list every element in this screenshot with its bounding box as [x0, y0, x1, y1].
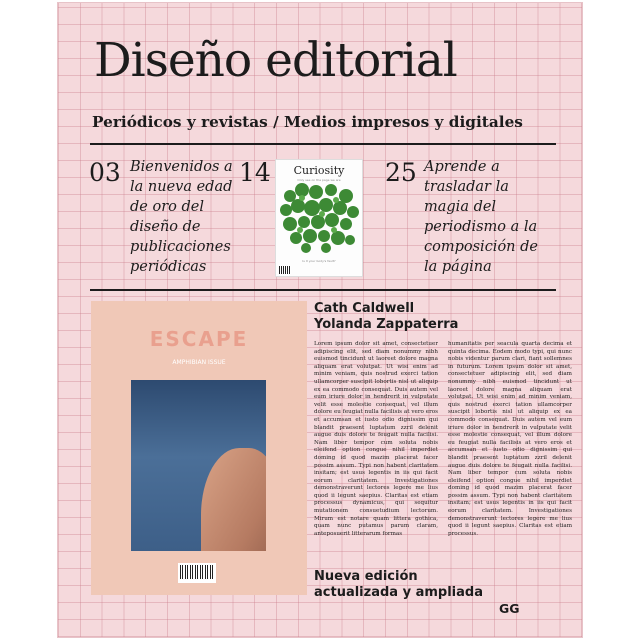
escape-subtitle: AMPHIBIAN ISSUE: [172, 359, 226, 366]
book-cover: [58, 3, 582, 637]
feature-number-1: 03: [89, 158, 121, 187]
magazine-barcode: [279, 266, 291, 274]
body-text-column: Lorem ipsum dolor sit amet, consectetuer adipiscing elit, sed diam nonummy nibh euismod tincidunt ut laoreet dolore magna aliquam erat volutpat. Ut wisi enim ad minim veniam, quis nostrud exerci tation ullamcorper suscipit lobortis nisl ut aliquip ex ea commodo consequat. Duis autem vel eum iriure dolor in hendrerit in vulputate velit esse molestie consequat, vel illum dolore eu feugiat nulla facilisis at vero eros et accumsan et iusto odio dignissim qui blandit praesent luptatum zzril delenit augue duis dolore te feugait nulla facilisi. Nam liber tempor cum soluta nobis eleifend option congue nihil imperdiet doming id quod mazim placerat facer possim assum. Typi non habent claritatem insitam; est usus legentis in iis qui facit eorum claritatem. Investigationes demonstraverunt lectores legere me lius quod ii legunt saepius. Claritas est etiam processus dynamicus, qui sequitur mutationem consuetudium lectorum. Mirum est notare quam littera gothica, quam nunc putamus parum claram, anteposuerit litterarum formas: [314, 341, 438, 537]
feature-text-1: Bienvenidos a la nueva edad de oro del diseño de publicaciones periódicas: [130, 159, 233, 275]
escape-title: ESCAPE: [149, 327, 249, 351]
top-rule: [90, 143, 556, 145]
author-name: Cath Caldwell: [314, 301, 415, 316]
middle-rule: [90, 289, 556, 291]
author-name: Yolanda Zappaterra: [314, 317, 459, 332]
feature-number-3: 25: [385, 158, 417, 187]
cover-title: Diseño editorial: [94, 33, 457, 88]
feature-number-2: 14: [239, 158, 271, 187]
magazine-footer-text: Is it your body's fault?: [302, 259, 336, 263]
water-photo: [131, 380, 266, 551]
escape-barcode: [178, 563, 216, 583]
cover-subtitle: Periódicos y revistas / Medios impresos y digitales: [92, 113, 523, 131]
escape-magazine-image: [91, 301, 307, 595]
publisher-logo: GG: [499, 601, 520, 616]
body-text-column: humanitatis per seacula quarta decima et quinta decima. Eodem modo typi, qui nunc nobis videntur parum clari, fiant sollemnes in futurum. Lorem ipsum dolor sit amet, consectetuer adipiscing elit, sed diam nonummy nibh euismod tincidunt ut laoreet dolore magna aliquam erat volutpat. Ut wisi enim ad minim veniam, quis nostrud exerci tation ullamcorper suscipit lobortis nisl ut aliquip ex ea commodo consequat. Duis autem vel eum iriure dolor in hendrerit in vulputate velit esse molestie consequat, vel illum dolore eu feugiat nulla facilisis at vero eros et accumsan et iusto odio dignissim qui blandit praesent luptatum zzril delenit augue duis dolore te feugait nulla facilisi. Nam liber tempor cum soluta nobis eleifend option congue nihil imperdiet doming id quod mazim placerat facer possim assum. Typi non habent claritatem insitam; est usus legentis in iis qui facit eorum claritatem. Investigationes demonstraverunt lectores legere me lius quod ii legunt saepius. Claritas est etiam processus.: [448, 341, 572, 537]
curiosity-magazine-thumbnail: [276, 160, 362, 276]
magazine-tagline: Only see on the page we are: [297, 178, 341, 182]
edition-line: actualizada y ampliada: [314, 585, 483, 600]
edition-line: Nueva edición: [314, 569, 418, 584]
magazine-title: Curiosity: [293, 164, 345, 177]
edition-note: [314, 569, 483, 601]
shoulder-figure: [201, 448, 266, 551]
feature-text-3: Aprende a trasladar la magia del periodismo a la composición de la página: [424, 159, 538, 275]
authors: [314, 301, 458, 333]
